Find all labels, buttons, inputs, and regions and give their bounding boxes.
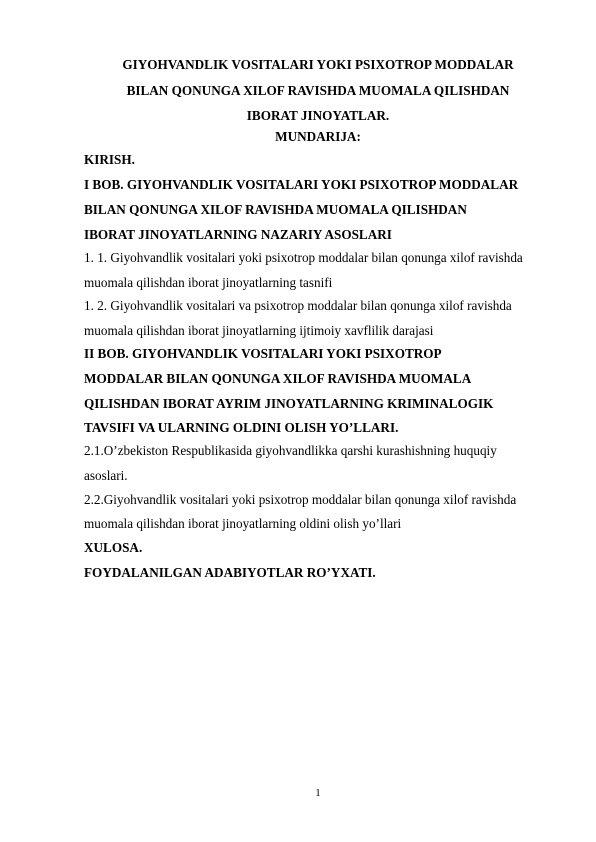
contents-entry: FOYDALANILGAN ADABIYOTLAR RO’YXATI.: [84, 565, 376, 580]
contents-entry: I BOB. GIYOHVANDLIK VOSITALARI YOKI PSIXOTROP MODDALAR: [84, 177, 519, 192]
contents-entry: QILISHDAN IBORAT AYRIM JINOYATLARNING KRIMINALOGIK: [84, 396, 494, 411]
contents-entry: 1. 2. Giyohvandlik vositalari va psixotrop moddalar bilan qonunga xilof ravishda: [84, 298, 512, 313]
contents-entry: BILAN QONUNGA XILOF RAVISHDA MUOMALA QILISHDAN: [84, 202, 467, 217]
contents-entry: II BOB. GIYOHVANDLIK VOSITALARI YOKI PSIXOTROP: [84, 346, 442, 361]
contents-entry: TAVSIFI VA ULARNING OLDINI OLISH YO’LLARI.: [84, 420, 399, 435]
contents-entry: 2.1.O’zbekiston Respublikasida giyohvandlikka qarshi kurashishning huquqiy: [84, 443, 497, 458]
contents-heading: MUNDARIJA:: [275, 129, 361, 144]
page-number: 1: [315, 787, 321, 799]
document-title-line: BILAN QONUNGA XILOF RAVISHDA MUOMALA QILISHDAN: [126, 83, 510, 98]
contents-entry: muomala qilishdan iborat jinoyatlarning ijtimoiy xavflilik darajasi: [84, 323, 434, 338]
document-title-line: GIYOHVANDLIK VOSITALARI YOKI PSIXOTROP MODDALAR: [122, 57, 514, 72]
contents-entry: KIRISH.: [84, 152, 135, 167]
contents-entry: 1. 1. Giyohvandlik vositalari yoki psixotrop moddalar bilan qonunga xilof ravishda: [84, 250, 523, 265]
contents-entry: asoslari.: [84, 468, 128, 483]
contents-entry: muomala qilishdan iborat jinoyatlarning tasnifi: [84, 275, 333, 290]
document-title-line: IBORAT JINOYATLAR.: [246, 108, 390, 123]
contents-entry: muomala qilishdan iborat jinoyatlarning oldini olish yo’llari: [84, 516, 402, 531]
contents-entry: IBORAT JINOYATLARNING NAZARIY ASOSLARI: [84, 227, 392, 242]
contents-entry: XULOSA.: [84, 540, 143, 555]
contents-entry: MODDALAR BILAN QONUNGA XILOF RAVISHDA MUOMALA: [84, 371, 472, 386]
contents-entry: 2.2.Giyohvandlik vositalari yoki psixotrop moddalar bilan qonunga xilof ravishda: [84, 492, 517, 507]
